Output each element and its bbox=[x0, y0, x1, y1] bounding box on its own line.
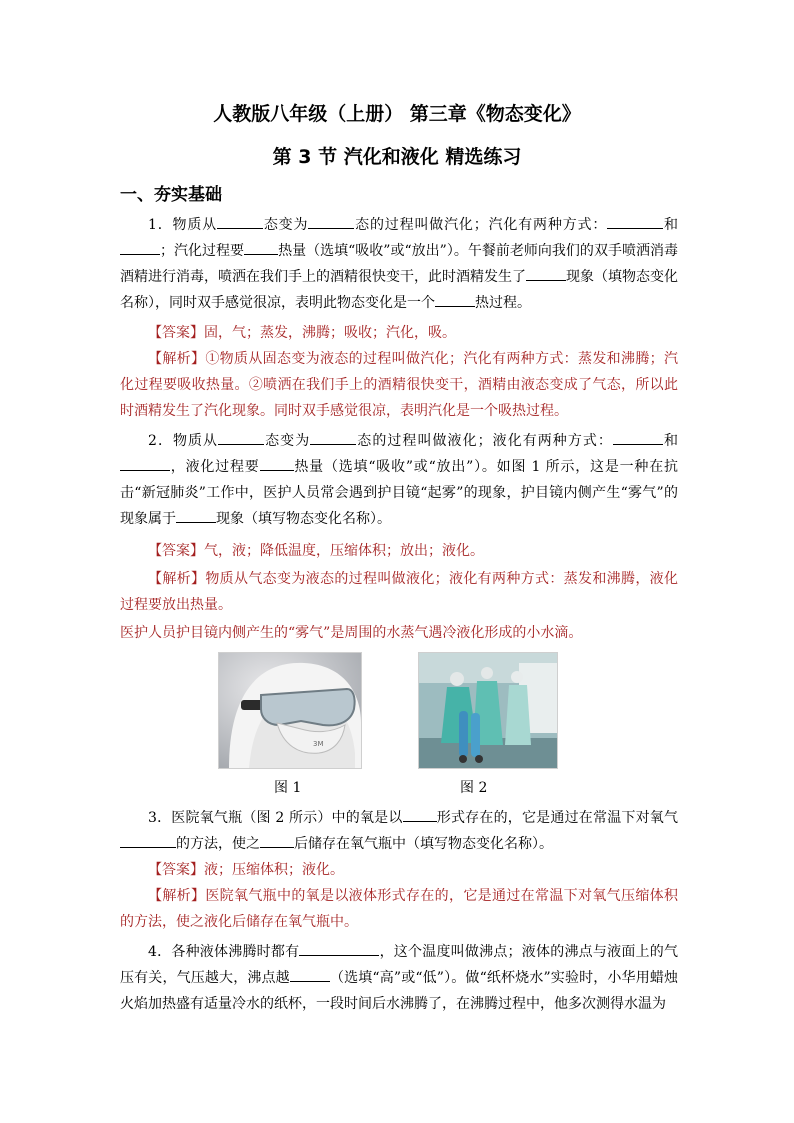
analysis-text: ①物质从固态变为液态的过程叫做汽化；汽化有两种方式：蒸发和沸腾；汽化过程要吸收热量。②喷洒在我们手上的酒精很快变干，酒精由液态变成了气态，所以此时酒精发生了汽化现象。同时双手感觉很凉，表明汽化是一个吸热过程。 bbox=[120, 351, 679, 419]
q3-text-3: 的方法，使之 bbox=[176, 836, 260, 852]
q4-text-2: ，这个温度叫做沸点；液体的沸点与液面上的气压有关，气压越大，沸点越 bbox=[120, 944, 678, 986]
q1-text-1: 1．物质从 bbox=[148, 217, 218, 233]
q3-analysis bbox=[120, 883, 678, 935]
blank bbox=[310, 430, 356, 445]
blank bbox=[607, 214, 663, 229]
answer-text: 固，气；蒸发，沸腾；吸收；汽化，吸。 bbox=[204, 325, 456, 341]
analysis-text: 物质从气态变为液态的过程叫做液化；液化有两种方式：蒸发和沸腾，液化过程要放出热量。 bbox=[120, 571, 679, 613]
analysis-label: 【解析】 bbox=[148, 571, 206, 587]
figure-1-caption: 图 1 bbox=[274, 780, 302, 796]
blank bbox=[120, 456, 170, 471]
blank bbox=[218, 430, 264, 445]
q4-text-1: 4．各种液体沸腾时都有 bbox=[148, 944, 300, 960]
q2-text-6: 热量（选填“吸收”或“放出”）。如图 1 所示，这是一种在抗击“新冠肺炎”工作中，医护人员常会遇到护目镜“起雾”的现象，护目镜内侧产生“雾气”的现象属于 bbox=[120, 459, 679, 527]
blank bbox=[260, 833, 294, 848]
blank bbox=[120, 240, 160, 255]
q2-text-7: 现象（填写物态变化名称）。 bbox=[216, 511, 391, 527]
blank bbox=[176, 508, 216, 523]
blank bbox=[260, 456, 294, 471]
blank bbox=[290, 967, 330, 982]
q1-text-2: 态变为 bbox=[263, 217, 309, 233]
blank bbox=[299, 941, 379, 956]
q2-text-3: 态的过程叫做液化；液化有两种方式： bbox=[356, 433, 613, 449]
q2-analysis-extra: 医护人员护目镜内侧产生的“雾气”是周围的水蒸气遇冷液化形成的小水滴。 bbox=[120, 625, 583, 641]
blank bbox=[244, 240, 278, 255]
q1-text-7: 现象（填物态变化名称），同时双手感觉很凉，表明此物态变化是一个 bbox=[120, 269, 678, 311]
q2-text-1: 2．物质从 bbox=[148, 433, 219, 449]
figure-1-image bbox=[218, 652, 362, 769]
blank bbox=[308, 214, 354, 229]
question-1 bbox=[120, 212, 678, 316]
blank bbox=[526, 266, 566, 281]
answer-label: 【答案】 bbox=[148, 862, 204, 878]
q1-answer bbox=[120, 320, 678, 346]
answer-text: 液；压缩体积；液化。 bbox=[204, 862, 344, 878]
q2-analysis bbox=[120, 566, 678, 618]
q1-text-3: 态的过程叫做汽化；汽化有两种方式： bbox=[354, 217, 608, 233]
q3-answer bbox=[120, 857, 678, 883]
protective-goggles-illustration bbox=[219, 653, 361, 768]
document-title: 人教版八年级（上册） 第三章《物态变化》 bbox=[213, 103, 581, 125]
analysis-text: 医院氧气瓶中的氧是以液体形式存在的，它是通过在常温下对氧气压缩体积的方法，使之液化后储存在氧气瓶中。 bbox=[120, 888, 679, 930]
q1-text-8: 热过程。 bbox=[475, 295, 531, 311]
analysis-label: 【解析】 bbox=[148, 888, 206, 904]
q3-text-4: 后储存在氧气瓶中（填写物态变化名称）。 bbox=[294, 836, 553, 852]
answer-text: 气，液；降低温度，压缩体积；放出；液化。 bbox=[204, 543, 484, 559]
blank bbox=[613, 430, 663, 445]
analysis-label: 【解析】 bbox=[148, 351, 206, 367]
q4-text-3: （选填“高”或“低”）。做“纸杯烧水”实验时，小华用蜡烛火焰加热盛有适量冷水的纸杯，一段时间后水沸腾了，在沸腾过程中，他多次测得水温为 bbox=[120, 970, 679, 1012]
document-subtitle: 第 3 节 汽化和液化 精选练习 bbox=[272, 146, 522, 168]
q2-text-5: ，液化过程要 bbox=[170, 459, 260, 475]
figure-2-caption: 图 2 bbox=[460, 780, 488, 796]
q1-text-4: 和 bbox=[663, 217, 678, 233]
answer-label: 【答案】 bbox=[148, 543, 204, 559]
q1-text-6: 热量（选填“吸收”或“放出”）。午餐前老师向我们的双手喷洒消毒酒精进行消毒，喷洒在我们手上的酒精很快变干，此时酒精发生了 bbox=[120, 243, 678, 285]
blank bbox=[120, 833, 176, 848]
answer-label: 【答案】 bbox=[148, 325, 204, 341]
q2-answer bbox=[120, 538, 678, 564]
blank bbox=[435, 292, 475, 307]
blank bbox=[217, 214, 263, 229]
figure-2-image bbox=[418, 652, 558, 769]
q2-text-2: 态变为 bbox=[264, 433, 311, 449]
svg-text:3M: 3M bbox=[313, 740, 324, 748]
q1-text-5: ；汽化过程要 bbox=[160, 243, 245, 259]
blank bbox=[403, 807, 437, 822]
question-3 bbox=[120, 805, 678, 857]
q3-text-1: 3．医院氧气瓶（图 2 所示）中的氧是以 bbox=[148, 810, 403, 826]
section-heading: 一、夯实基础 bbox=[120, 185, 222, 205]
q3-text-2: 形式存在的，它是通过在常温下对氧气 bbox=[436, 810, 678, 826]
q2-text-4: 和 bbox=[662, 433, 679, 449]
question-2 bbox=[120, 428, 678, 532]
oxygen-cylinder-illustration bbox=[419, 653, 557, 768]
q1-analysis bbox=[120, 346, 678, 424]
question-4 bbox=[120, 939, 678, 1017]
